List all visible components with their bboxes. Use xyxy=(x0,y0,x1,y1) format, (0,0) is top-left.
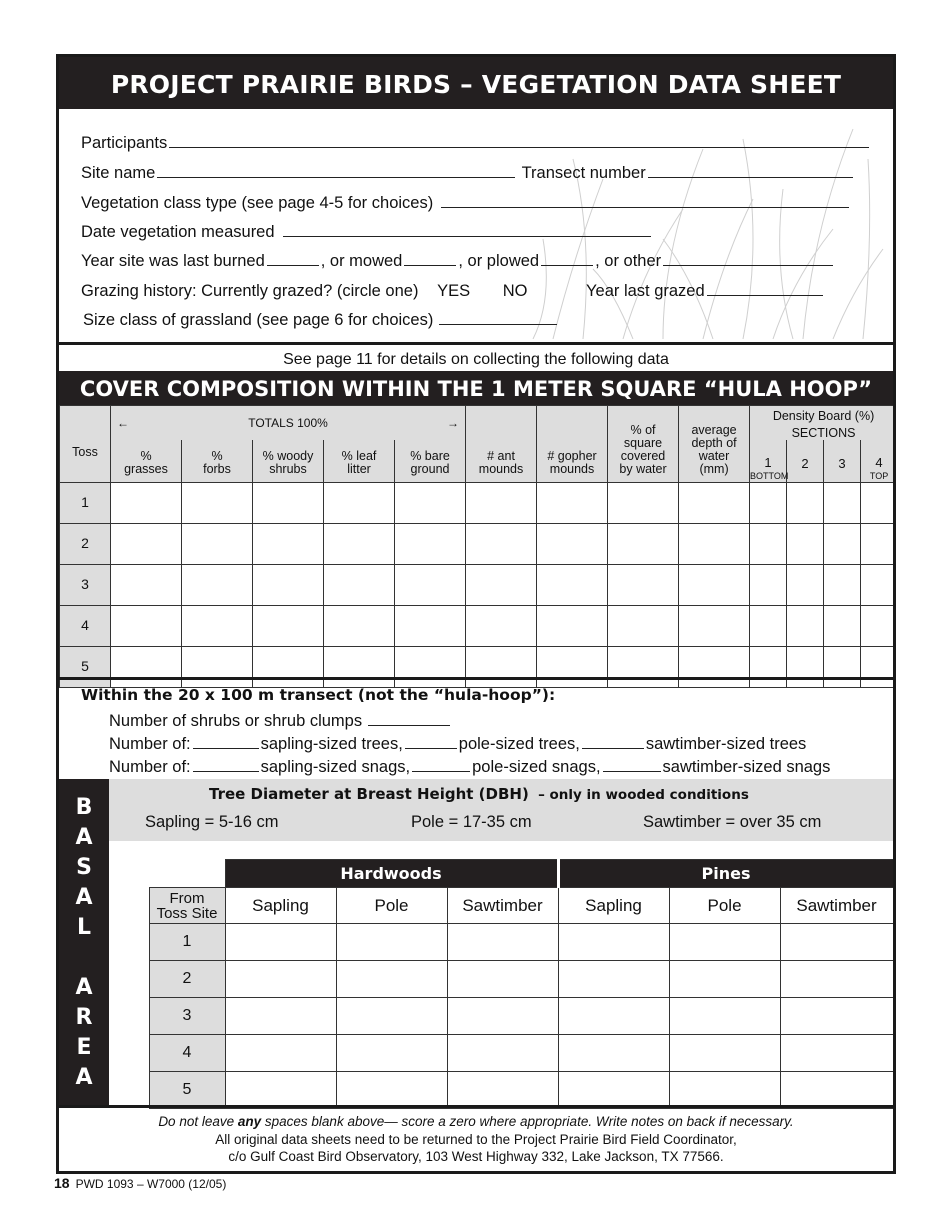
toss-number: 3 xyxy=(60,564,111,605)
toss-site-number: 4 xyxy=(149,1035,225,1072)
participants-field[interactable]: Participants xyxy=(81,133,871,153)
entry-cell[interactable] xyxy=(336,998,447,1035)
entry-cell[interactable] xyxy=(669,998,780,1035)
side-letter: L xyxy=(76,915,92,940)
entry-cell[interactable] xyxy=(824,523,861,564)
entry-cell[interactable] xyxy=(225,1072,336,1109)
entry-cell[interactable] xyxy=(225,924,336,961)
col-woody-shrubs: % woody shrubs xyxy=(253,440,324,482)
entry-cell[interactable] xyxy=(608,605,679,646)
side-letter: S xyxy=(76,855,92,880)
entry-cell[interactable] xyxy=(336,924,447,961)
sawtimber-definition: Sawtimber = over 35 cm xyxy=(643,813,822,831)
basal-col-header: Sawtimber xyxy=(780,888,893,924)
entry-cell[interactable] xyxy=(324,482,395,523)
basal-col-header: Pole xyxy=(336,888,447,924)
footer-instructions xyxy=(59,1105,893,1174)
entry-cell[interactable] xyxy=(336,961,447,998)
arrow-left-icon: ← xyxy=(117,415,129,430)
side-letter: A xyxy=(75,825,93,850)
site-info-section xyxy=(59,109,893,342)
entry-cell[interactable] xyxy=(111,564,182,605)
entry-cell[interactable] xyxy=(182,564,253,605)
page-number: 18 xyxy=(54,1175,70,1191)
transect-number-blank[interactable] xyxy=(648,163,853,178)
entry-cell[interactable] xyxy=(111,605,182,646)
table-row xyxy=(109,961,893,998)
page-footer xyxy=(54,1175,226,1191)
basal-blank-cell xyxy=(109,961,149,998)
col-gopher-mounds: # gopher mounds xyxy=(537,406,608,483)
basal-col-header: Pole xyxy=(669,888,780,924)
cover-composition-table xyxy=(59,405,896,688)
basal-blank-cell xyxy=(109,998,149,1035)
entry-cell[interactable] xyxy=(466,564,537,605)
col-ant-mounds: # ant mounds xyxy=(466,406,537,483)
data-sheet xyxy=(56,54,896,1174)
entry-cell[interactable] xyxy=(447,1072,558,1109)
entry-cell[interactable] xyxy=(669,1072,780,1109)
table-row xyxy=(60,523,897,564)
entry-cell[interactable] xyxy=(824,605,861,646)
entry-cell[interactable] xyxy=(669,1035,780,1072)
side-letter xyxy=(59,943,109,973)
footer-warning: Do not leave any spaces blank above— score a zero where appropriate. Write notes on back if necessary. xyxy=(158,1114,794,1129)
entry-cell[interactable] xyxy=(750,482,787,523)
toss-number: 4 xyxy=(60,605,111,646)
entry-cell[interactable] xyxy=(787,523,824,564)
entry-cell[interactable] xyxy=(225,1035,336,1072)
basal-area-table xyxy=(109,859,894,1109)
table-row xyxy=(60,605,897,646)
entry-cell[interactable] xyxy=(466,523,537,564)
table-row xyxy=(109,998,893,1035)
cover-composition-title: COVER COMPOSITION WITHIN THE 1 METER SQUARE “HULA HOOP” xyxy=(59,371,893,405)
entry-cell[interactable] xyxy=(787,482,824,523)
entry-cell[interactable] xyxy=(182,523,253,564)
table-row xyxy=(109,1035,893,1072)
entry-cell[interactable] xyxy=(537,482,608,523)
basal-blank-corner xyxy=(109,860,225,888)
entry-cell[interactable] xyxy=(669,961,780,998)
basal-blank-cell xyxy=(109,888,149,924)
entry-cell[interactable] xyxy=(253,523,324,564)
entry-cell[interactable] xyxy=(780,1072,893,1109)
entry-cell[interactable] xyxy=(558,1035,669,1072)
entry-cell[interactable] xyxy=(324,605,395,646)
entry-cell[interactable] xyxy=(787,564,824,605)
size-class-field[interactable]: Size class of grassland (see page 6 for choices) xyxy=(83,310,559,330)
pole-definition: Pole = 17-35 cm xyxy=(411,813,532,831)
section-2-header: 2 xyxy=(787,440,824,482)
basal-area-section xyxy=(59,779,893,1105)
entry-cell[interactable] xyxy=(558,998,669,1035)
entry-cell[interactable] xyxy=(537,605,608,646)
entry-cell[interactable] xyxy=(447,1035,558,1072)
entry-cell[interactable] xyxy=(395,482,466,523)
date-field[interactable]: Date vegetation measured xyxy=(81,222,653,242)
snags-field[interactable]: Number of: sapling-sized snags, pole-sized snags, sawtimber-sized snags xyxy=(109,758,831,776)
disturbance-field[interactable]: Year site was last burned , or mowed , or plowed , or other xyxy=(81,251,835,271)
trees-field[interactable]: Number of: sapling-sized trees, pole-sized trees, sawtimber-sized trees xyxy=(109,735,807,753)
entry-cell[interactable] xyxy=(608,564,679,605)
entry-cell[interactable] xyxy=(669,924,780,961)
entry-cell[interactable] xyxy=(111,523,182,564)
entry-cell[interactable] xyxy=(824,482,861,523)
col-grasses: % grasses xyxy=(111,440,182,482)
entry-cell[interactable] xyxy=(111,482,182,523)
transect-section xyxy=(59,677,893,782)
col-water-depth: average depth of water (mm) xyxy=(679,406,750,483)
entry-cell[interactable] xyxy=(225,961,336,998)
footer-address: c/o Gulf Coast Bird Observatory, 103 West Highway 332, Lake Jackson, TX 77566. xyxy=(228,1149,724,1164)
entry-cell[interactable] xyxy=(787,605,824,646)
entry-cell[interactable] xyxy=(182,605,253,646)
section-1-header: 1 BOTTOM xyxy=(750,440,787,482)
entry-cell[interactable] xyxy=(466,605,537,646)
arrow-right-icon: → xyxy=(447,415,460,430)
entry-cell[interactable] xyxy=(182,482,253,523)
entry-cell[interactable] xyxy=(679,564,750,605)
toss-number: 1 xyxy=(60,482,111,523)
toss-number: 2 xyxy=(60,523,111,564)
toss-number: 5 xyxy=(60,646,111,687)
side-letter: R xyxy=(75,1005,93,1030)
entry-cell[interactable] xyxy=(780,1035,893,1072)
entry-cell[interactable] xyxy=(861,523,896,564)
hardwoods-header: Hardwoods xyxy=(225,860,558,888)
entry-cell[interactable] xyxy=(395,523,466,564)
table-row xyxy=(109,1072,893,1109)
section-4-header: 4 TOP xyxy=(861,440,896,482)
sapling-definition: Sapling = 5-16 cm xyxy=(145,813,279,831)
entry-cell[interactable] xyxy=(679,482,750,523)
entry-cell[interactable] xyxy=(861,482,896,523)
page-title: PROJECT PRAIRIE BIRDS – VEGETATION DATA SHEET xyxy=(59,57,893,109)
basal-area-side-label xyxy=(59,779,109,1105)
density-board-header: Density Board (%) SECTIONS xyxy=(750,406,896,441)
table-row xyxy=(109,924,893,961)
entry-cell[interactable] xyxy=(679,605,750,646)
toss-header: Toss xyxy=(60,406,111,483)
totals-header: ← TOTALS 100% → xyxy=(111,406,466,441)
no-option[interactable]: NO xyxy=(502,282,528,300)
side-letter: B xyxy=(75,795,93,820)
section-3-header: 3 xyxy=(824,440,861,482)
entry-cell[interactable] xyxy=(780,924,893,961)
entry-cell[interactable] xyxy=(750,523,787,564)
col-bare-ground: % bare ground xyxy=(395,440,466,482)
side-letter: A xyxy=(75,885,93,910)
entry-cell[interactable] xyxy=(608,482,679,523)
entry-cell[interactable] xyxy=(558,961,669,998)
toss-site-number: 3 xyxy=(149,998,225,1035)
entry-cell[interactable] xyxy=(336,1072,447,1109)
entry-cell[interactable] xyxy=(537,564,608,605)
dbh-definitions xyxy=(109,779,893,842)
basal-spacer xyxy=(109,841,893,859)
col-water-cover: % of square covered by water xyxy=(608,406,679,483)
entry-cell[interactable] xyxy=(324,564,395,605)
side-letter: A xyxy=(75,1065,93,1090)
footer-return-note: All original data sheets need to be returned to the Project Prairie Bird Field Coordinator, xyxy=(215,1131,737,1147)
entry-cell[interactable] xyxy=(395,564,466,605)
entry-cell[interactable] xyxy=(447,998,558,1035)
grazing-field[interactable]: Grazing history: Currently grazed? (circle one) YES NO Year last grazed xyxy=(81,281,825,301)
toss-site-number: 2 xyxy=(149,961,225,998)
entry-cell[interactable] xyxy=(608,523,679,564)
table-row xyxy=(60,564,897,605)
dbh-title: Tree Diameter at Breast Height (DBH) – only in wooded conditions xyxy=(209,785,749,803)
basal-col-header: Sapling xyxy=(558,888,669,924)
entry-cell[interactable] xyxy=(253,564,324,605)
entry-cell[interactable] xyxy=(750,564,787,605)
entry-cell[interactable] xyxy=(253,605,324,646)
entry-cell[interactable] xyxy=(824,564,861,605)
entry-cell[interactable] xyxy=(395,605,466,646)
entry-cell[interactable] xyxy=(447,961,558,998)
entry-cell[interactable] xyxy=(558,1072,669,1109)
col-leaf-litter: % leaf litter xyxy=(324,440,395,482)
entry-cell[interactable] xyxy=(780,998,893,1035)
basal-col-header: Sapling xyxy=(225,888,336,924)
entry-cell[interactable] xyxy=(447,924,558,961)
transect-heading: Within the 20 x 100 m transect (not the “hula-hoop”): xyxy=(81,686,556,704)
entry-cell[interactable] xyxy=(780,961,893,998)
basal-blank-cell xyxy=(109,924,149,961)
col-forbs: % forbs xyxy=(182,440,253,482)
toss-site-number: 5 xyxy=(149,1072,225,1109)
entry-cell[interactable] xyxy=(466,482,537,523)
table-row xyxy=(60,482,897,523)
pines-header: Pines xyxy=(558,860,893,888)
basal-blank-cell xyxy=(109,1072,149,1109)
entry-cell[interactable] xyxy=(750,605,787,646)
yes-option[interactable]: YES xyxy=(437,282,471,300)
toss-site-number: 1 xyxy=(149,924,225,961)
entry-cell[interactable] xyxy=(324,523,395,564)
instructions-note: See page 11 for details on collecting the following data xyxy=(59,342,893,374)
site-name-field[interactable]: Site name Transect number xyxy=(81,163,855,183)
entry-cell[interactable] xyxy=(861,605,896,646)
entry-cell[interactable] xyxy=(558,924,669,961)
entry-cell[interactable] xyxy=(679,523,750,564)
entry-cell[interactable] xyxy=(861,564,896,605)
entry-cell[interactable] xyxy=(336,1035,447,1072)
shrubs-field[interactable]: Number of shrubs or shrub clumps xyxy=(109,711,452,731)
veg-class-field[interactable]: Vegetation class type (see page 4-5 for choices) xyxy=(81,193,851,213)
entry-cell[interactable] xyxy=(253,482,324,523)
form-code: PWD 1093 – W7000 (12/05) xyxy=(75,1177,227,1191)
transect-number-label: Transect number xyxy=(521,164,646,182)
side-letter: E xyxy=(76,1035,92,1060)
basal-blank-cell xyxy=(109,1035,149,1072)
entry-cell[interactable] xyxy=(225,998,336,1035)
entry-cell[interactable] xyxy=(537,523,608,564)
basal-col-header: Sawtimber xyxy=(447,888,558,924)
from-toss-header: From Toss Site xyxy=(149,888,225,924)
side-letter: A xyxy=(75,975,93,1000)
